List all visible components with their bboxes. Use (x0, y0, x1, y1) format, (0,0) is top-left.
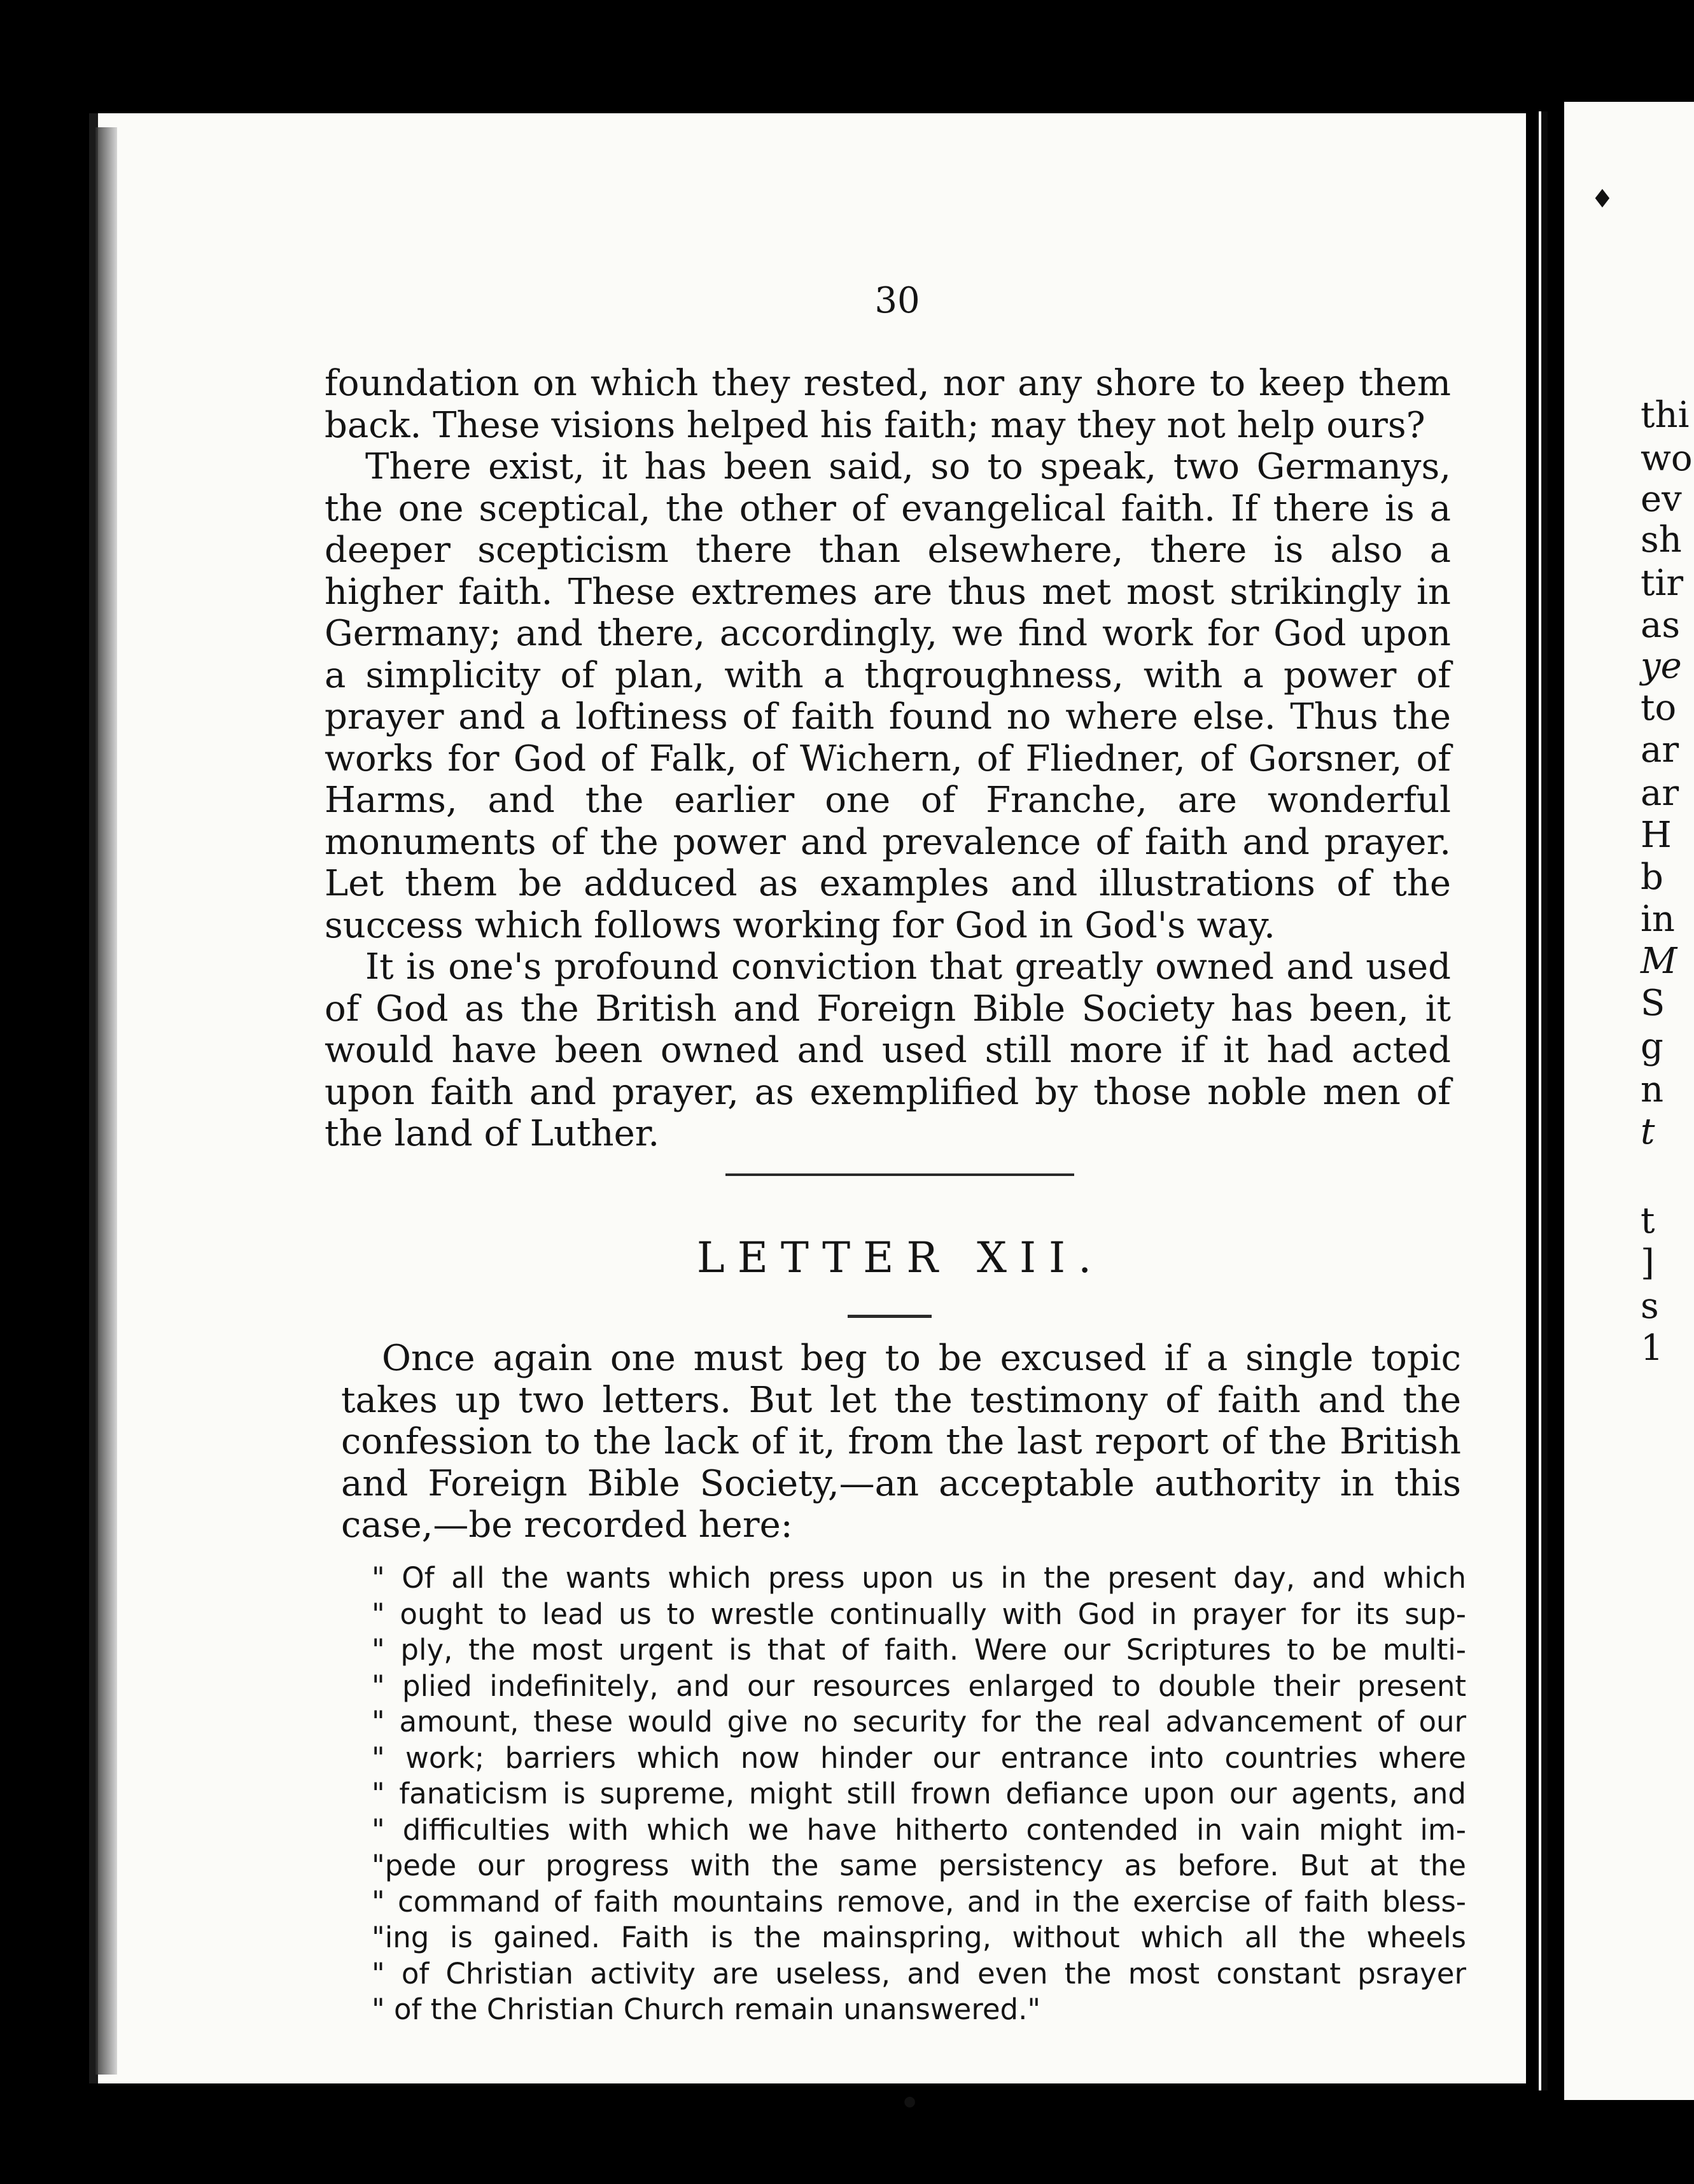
quote-line: " difficulties with which we have hitherto contended in vain might im- (372, 1812, 1466, 1847)
right-page-fragment: as (1641, 605, 1681, 646)
right-page-fragment: M (1641, 941, 1677, 982)
heading-underline-rule (848, 1315, 932, 1318)
letter-intro-block (341, 1338, 1461, 1546)
right-page-fragment: b (1641, 857, 1663, 898)
right-page-fragment: ev (1641, 479, 1682, 520)
right-page-fragment: ye (1641, 645, 1682, 687)
right-page-fragment: 1 (1641, 1327, 1663, 1369)
right-page-fragment: to (1641, 687, 1677, 729)
scan-speck: ♦ (1591, 185, 1614, 214)
quote-line: " command of faith mountains remove, and in the exercise of faith bless- (372, 1884, 1466, 1919)
report-quotation (372, 1560, 1466, 2028)
page-number: 30 (874, 280, 920, 321)
quote-line: " ought to lead us to wrestle continually with God in prayer for its sup- (372, 1597, 1466, 1631)
letter-heading: LETTER XII. (696, 1233, 1105, 1282)
right-page-fragment: sh (1641, 519, 1682, 561)
paragraph-continuation: foundation on which they rested, nor any shore to keep them back. These visions helped his faith; may they not help ours? (325, 363, 1451, 446)
right-page-fragment: S (1641, 983, 1665, 1024)
quote-line: " work; barriers which now hinder our entrance into countries where (372, 1740, 1466, 1775)
right-page-fragment: H (1641, 815, 1672, 856)
right-page-fragment: ar (1641, 773, 1679, 814)
letter-intro-paragraph: Once again one must beg to be excused if a single topic takes up two letters. But let the testimony of faith and the confession to the lack of it, from the last report of the British and Foreign Bible Society,—an acceptable authority in this case,—be recorded here: (341, 1338, 1461, 1546)
quote-line: " ply, the most urgent is that of faith. Were our Scriptures to be multi- (372, 1633, 1466, 1667)
scan-speck: ● (904, 2094, 916, 2110)
right-page-fragment: t (1641, 1200, 1655, 1242)
right-page-fragment: t (1641, 1111, 1655, 1152)
quote-line: "pede our progress with the same persistency as before. But at the (372, 1849, 1466, 1882)
page-edge-shadow (95, 127, 117, 2075)
body-text-upper (325, 363, 1451, 1155)
right-page-fragment: thi (1641, 395, 1690, 436)
right-page-fragment: n (1641, 1069, 1664, 1110)
quote-line: " Of all the wants which press upon us in the present day, and which (372, 1561, 1466, 1595)
quote-line: " fanaticism is supreme, might still frown defiance upon our agents, and (372, 1777, 1466, 1810)
right-page-fragment: ] (1641, 1242, 1655, 1284)
right-page-fragment: s (1641, 1285, 1659, 1327)
quote-line: " amount, these would give no security for the real advancement of our (372, 1705, 1466, 1739)
gutter-fold-line (1539, 111, 1548, 2090)
quote-line: "ing is gained. Faith is the mainspring, without which all the wheels (372, 1921, 1466, 1954)
quote-line: " of Christian activity are useless, and even the most constant psrayer (372, 1956, 1466, 1991)
right-page-fragment: ar (1641, 729, 1679, 771)
right-page-fragment: tir (1641, 563, 1684, 604)
paragraph-two-germanys: There exist, it has been said, so to speak, two Germanys, the one sceptical, the other of evangelical faith. If there is a deeper scepticism there than elsewhere, there is also a higher faith. These extremes are thus met most strikingly in Germany; and there, accordingly, we find work for God upon a simplicity of plan, with a thqroughness, with a power of prayer and a loftiness of faith found no where else. Thus the works for God of Falk, of Wichern, of Fliedner, of Gorsner, of Harms, and the earlier one of Franche, are wonderful monuments of the power and prevalence of faith and prayer. Let them be adduced as examples and illustrations of the success which follows working for God in God's way. (325, 446, 1451, 946)
right-page-fragment: wo (1641, 438, 1693, 479)
right-page-fragment: in (1641, 899, 1675, 940)
section-divider-rule (725, 1173, 1074, 1176)
quote-line: " plied indefinitely, and our resources enlarged to double their present (372, 1669, 1466, 1703)
paragraph-conviction: It is one's profound conviction that greatly owned and used of God as the British and Foreign Bible Society has been, it would have been owned and used still more if it had acted upon faith and prayer, as exemplified by those noble men of the land of Luther. (325, 946, 1451, 1154)
right-page-fragment: g (1641, 1026, 1663, 1067)
quote-line: " of the Christian Church remain unanswered." (372, 1992, 1041, 2026)
